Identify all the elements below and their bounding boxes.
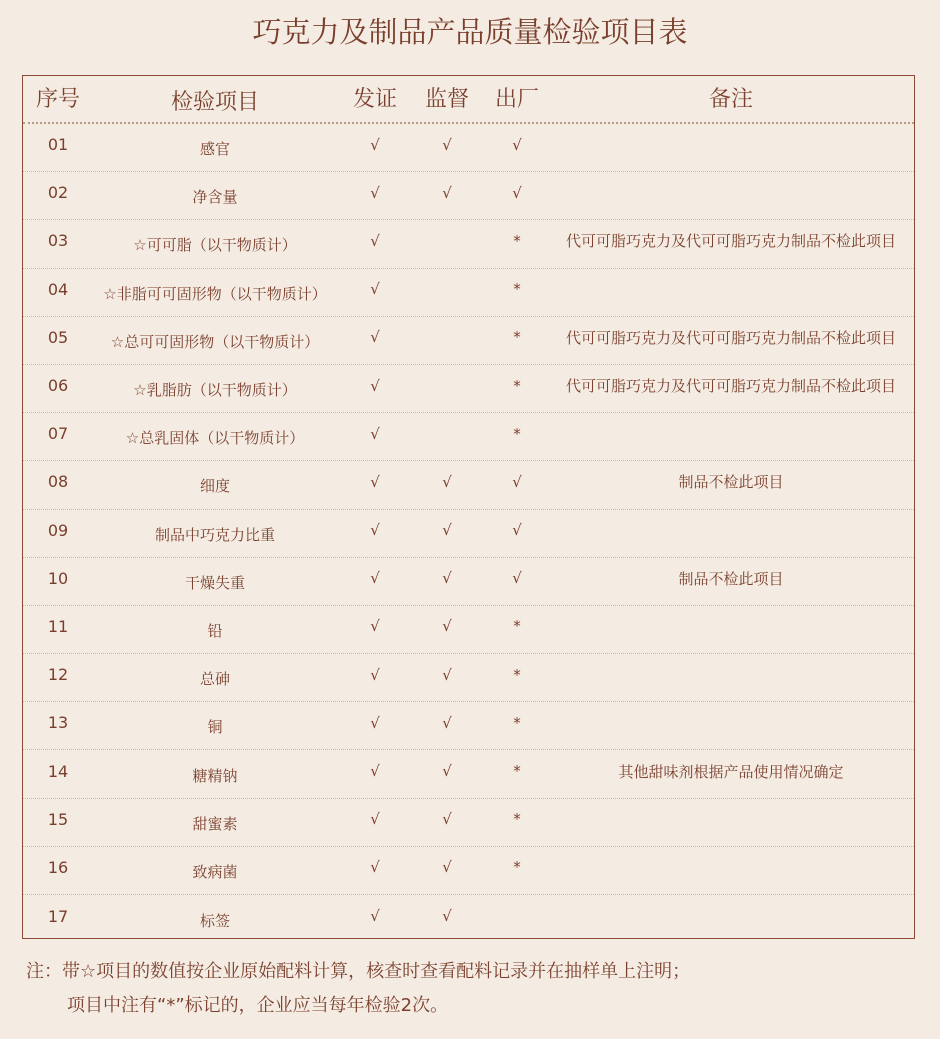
row-no: 13	[47, 713, 69, 733]
row-jiandu-mark: √	[442, 472, 452, 491]
row-jiandu-mark	[415, 314, 479, 361]
table-row	[23, 124, 914, 172]
row-item: ☆非脂可可固形物（以干物质计）	[103, 284, 327, 303]
row-item: 感官	[199, 140, 230, 159]
row-fazheng-mark: √	[370, 665, 380, 684]
row-chuchang-mark: *	[513, 665, 521, 684]
row-note: 制品不检此项目	[678, 473, 784, 492]
row-note	[553, 266, 909, 313]
row-fazheng-mark: √	[370, 713, 380, 732]
row-chuchang-mark: √	[512, 135, 522, 154]
row-note	[553, 651, 909, 698]
row-chuchang-mark: √	[512, 521, 522, 540]
row-chuchang-mark: *	[513, 762, 521, 781]
header-beizhu: 备注	[708, 87, 753, 112]
row-chuchang-mark	[485, 892, 549, 940]
row-note	[553, 169, 909, 216]
row-fazheng-mark: √	[370, 762, 380, 781]
table-row	[23, 269, 914, 317]
row-note: 代可可脂巧克力及代可可脂巧克力制品不检此项目	[565, 328, 896, 347]
row-item: ☆总乳固体（以干物质计）	[125, 429, 305, 448]
row-jiandu-mark	[415, 266, 479, 313]
table-row	[23, 461, 914, 509]
row-chuchang-mark: √	[512, 472, 522, 491]
row-item: 总砷	[199, 670, 230, 689]
row-fazheng-mark: √	[370, 328, 380, 347]
row-chuchang-mark: *	[513, 376, 521, 395]
row-chuchang-mark: *	[513, 858, 521, 877]
row-chuchang-mark: *	[513, 280, 521, 299]
row-fazheng-mark: √	[370, 617, 380, 636]
row-jiandu-mark: √	[442, 521, 452, 540]
row-fazheng-mark: √	[370, 135, 380, 154]
row-no: 04	[47, 279, 69, 299]
row-no: 14	[47, 761, 69, 781]
row-fazheng-mark: √	[370, 424, 380, 443]
table-row	[23, 895, 914, 943]
row-chuchang-mark: √	[512, 569, 522, 588]
row-no: 10	[47, 568, 69, 588]
row-jiandu-mark	[415, 410, 479, 457]
row-chuchang-mark: *	[513, 810, 521, 829]
row-note	[553, 844, 909, 891]
row-no: 06	[47, 376, 69, 396]
row-item: 净含量	[192, 188, 238, 207]
table-row	[23, 606, 914, 654]
row-chuchang-mark: *	[513, 231, 521, 250]
row-no: 07	[47, 424, 69, 444]
row-fazheng-mark: √	[370, 810, 380, 829]
row-note: 代可可脂巧克力及代可可脂巧克力制品不检此项目	[565, 377, 896, 396]
row-no: 05	[47, 327, 69, 347]
row-item: ☆乳脂肪（以干物质计）	[133, 381, 297, 400]
row-no: 02	[47, 183, 69, 203]
row-item: 细度	[199, 477, 230, 496]
row-chuchang-mark: *	[513, 713, 521, 732]
row-jiandu-mark: √	[442, 713, 452, 732]
row-item: 致病菌	[192, 862, 238, 881]
row-fazheng-mark: √	[370, 858, 380, 877]
table-row	[23, 172, 914, 220]
header-jiandu: 监督	[424, 87, 469, 112]
row-no: 12	[47, 665, 69, 685]
row-no: 01	[47, 135, 69, 155]
row-jiandu-mark: √	[442, 907, 452, 926]
table-row	[23, 750, 914, 798]
page-title: 巧克力及制品产品质量检验项目表	[252, 15, 688, 49]
row-chuchang-mark: √	[512, 183, 522, 202]
row-note	[553, 892, 909, 940]
row-item: 铜	[207, 718, 223, 737]
table-row	[23, 799, 914, 847]
row-chuchang-mark: *	[513, 617, 521, 636]
row-item: ☆可可脂（以干物质计）	[133, 236, 297, 255]
row-note	[553, 699, 909, 746]
footnote-line-1: 注：带☆项目的数值按企业原始配料计算，核查时查看配料记录并在抽样单上注明；	[26, 961, 691, 982]
row-jiandu-mark: √	[442, 858, 452, 877]
row-fazheng-mark: √	[370, 569, 380, 588]
row-item: ☆总可可固形物（以干物质计）	[110, 332, 320, 351]
row-jiandu-mark: √	[442, 665, 452, 684]
row-note	[553, 410, 909, 457]
row-no: 03	[47, 231, 69, 251]
row-no: 09	[47, 520, 69, 540]
table-row	[23, 847, 914, 895]
footnote-line-2: 项目中注有“*”标记的，企业应当每年检验2次。	[67, 995, 449, 1016]
row-chuchang-mark: *	[513, 328, 521, 347]
row-no: 15	[47, 809, 69, 829]
header-chuchang: 出厂	[494, 87, 539, 112]
row-fazheng-mark: √	[370, 376, 380, 395]
row-note	[553, 121, 909, 168]
row-chuchang-mark: *	[513, 424, 521, 443]
row-jiandu-mark: √	[442, 762, 452, 781]
row-no: 17	[47, 906, 69, 926]
header-fazheng: 发证	[352, 87, 397, 112]
table-header	[23, 76, 914, 124]
footnotes	[26, 955, 690, 1023]
row-item: 标签	[199, 911, 230, 930]
header-no: 序号	[35, 87, 80, 112]
row-fazheng-mark: √	[370, 907, 380, 926]
row-jiandu-mark	[415, 362, 479, 409]
row-fazheng-mark: √	[370, 183, 380, 202]
inspection-table	[22, 75, 915, 939]
table-row	[23, 510, 914, 558]
row-fazheng-mark: √	[370, 472, 380, 491]
table-row	[23, 702, 914, 750]
row-item: 糖精钠	[192, 766, 238, 785]
table-row	[23, 317, 914, 365]
table-row	[23, 413, 914, 461]
table-row	[23, 558, 914, 606]
row-jiandu-mark: √	[442, 810, 452, 829]
row-item: 甜蜜素	[192, 814, 238, 833]
row-note: 代可可脂巧克力及代可可脂巧克力制品不检此项目	[565, 232, 896, 251]
row-item: 干燥失重	[184, 573, 245, 592]
row-no: 16	[47, 857, 69, 877]
row-item: 制品中巧克力比重	[154, 525, 275, 544]
row-note	[553, 603, 909, 650]
row-jiandu-mark	[415, 217, 479, 264]
row-jiandu-mark: √	[442, 135, 452, 154]
row-jiandu-mark: √	[442, 617, 452, 636]
row-fazheng-mark: √	[370, 231, 380, 250]
row-jiandu-mark: √	[442, 569, 452, 588]
row-no: 11	[47, 616, 69, 636]
table-row	[23, 654, 914, 702]
row-jiandu-mark: √	[442, 183, 452, 202]
table-row	[23, 365, 914, 413]
row-no: 08	[47, 472, 69, 492]
row-note	[553, 796, 909, 843]
row-item: 铅	[207, 621, 223, 640]
row-note: 制品不检此项目	[678, 569, 784, 588]
table-row	[23, 220, 914, 268]
row-fazheng-mark: √	[370, 280, 380, 299]
row-note	[553, 507, 909, 554]
table-body	[23, 124, 914, 943]
row-note: 其他甜味剂根据产品使用情况确定	[618, 762, 844, 781]
header-item: 检验项目	[170, 90, 259, 115]
row-fazheng-mark: √	[370, 521, 380, 540]
